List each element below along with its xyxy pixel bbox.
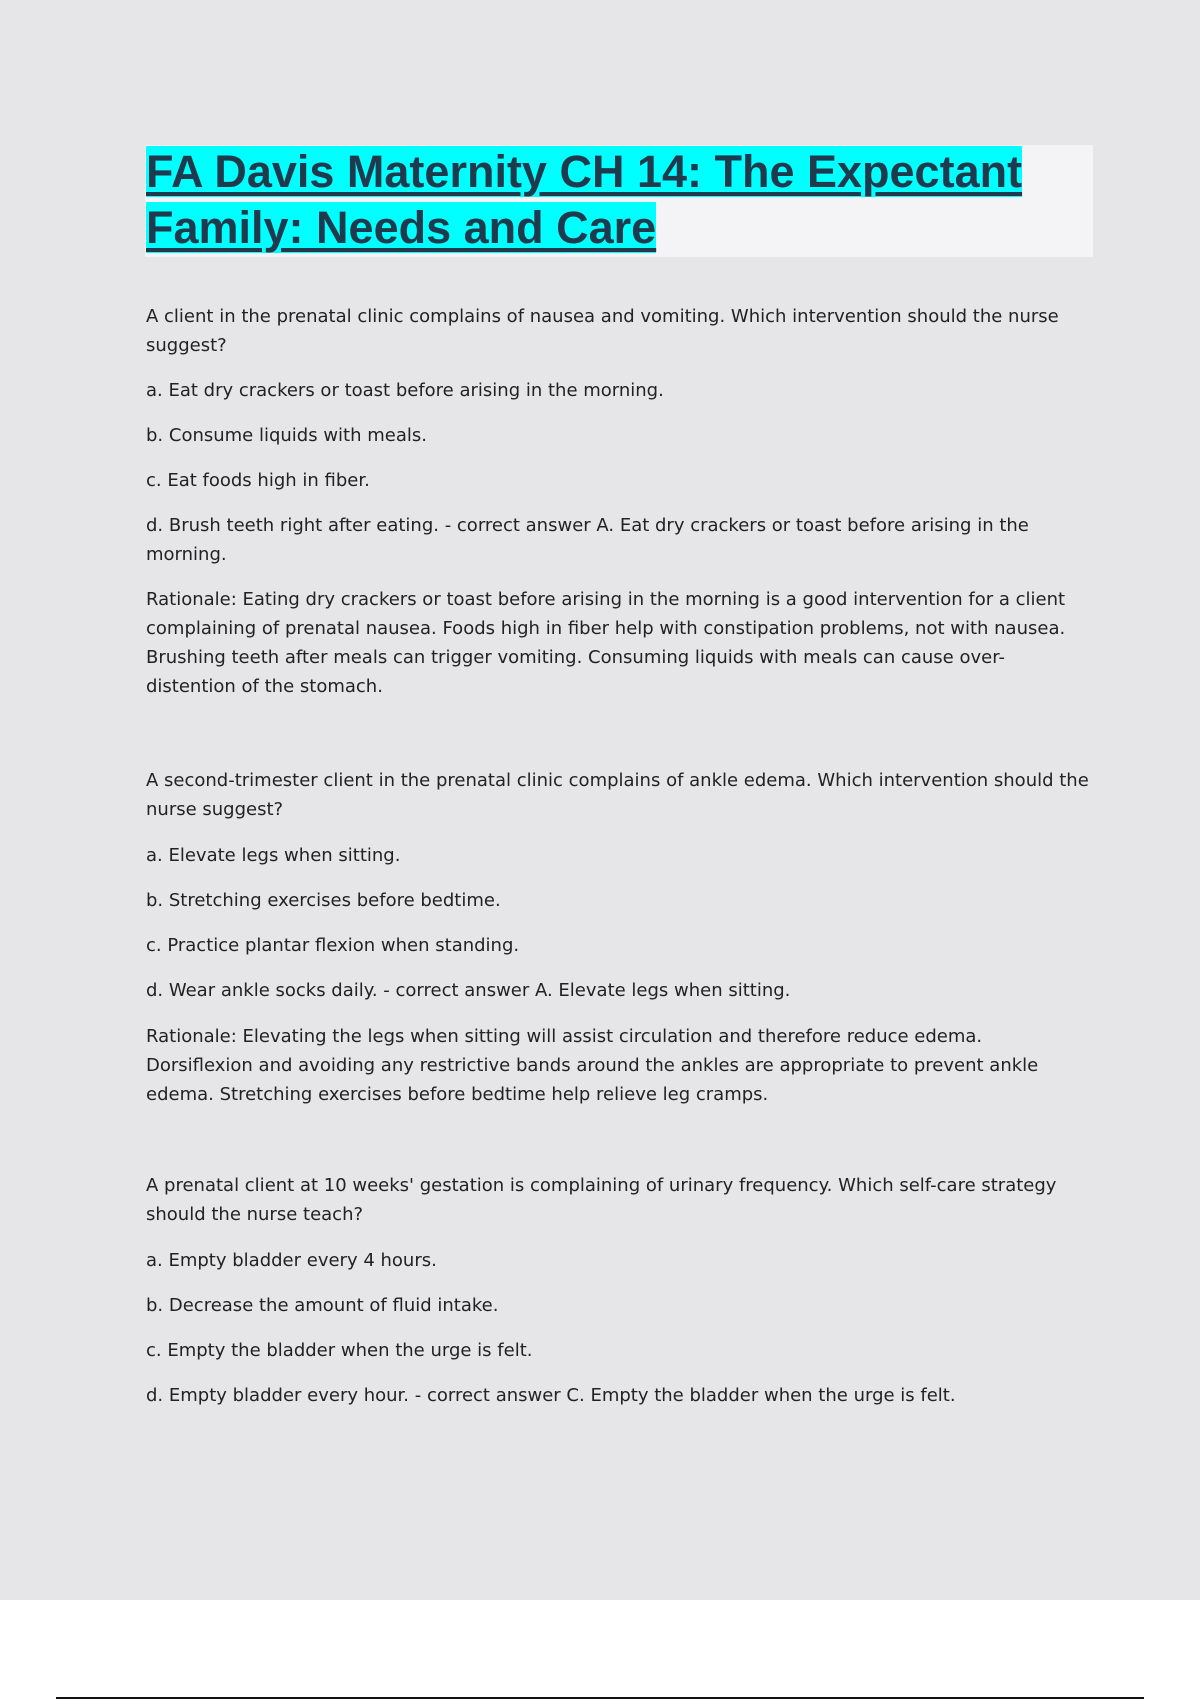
question-2-option-b: b. Stretching exercises before bedtime. bbox=[146, 890, 501, 911]
question-1-option-b: b. Consume liquids with meals. bbox=[146, 425, 427, 446]
question-2-stem: A second-trimester client in the prenatal clinic complains of ankle edema. Which intervention should the nurse suggest? bbox=[146, 770, 1089, 820]
question-2-option-d-answer: d. Wear ankle socks daily. - correct answer A. Elevate legs when sitting. bbox=[146, 980, 791, 1001]
question-2-option-a: a. Elevate legs when sitting. bbox=[146, 845, 401, 866]
question-1-stem: A client in the prenatal clinic complains of nausea and vomiting. Which intervention should the nurse suggest? bbox=[146, 306, 1059, 356]
question-1-option-c: c. Eat foods high in fiber. bbox=[146, 470, 370, 491]
question-1-rationale: Rationale: Eating dry crackers or toast before arising in the morning is a good intervention for a client complaining of prenatal nausea. Foods high in fiber help with constipation problems, not with nausea. Brushing teeth after meals can trigger vomiting. Consuming liquids with meals can cause over-distention of the stomach. bbox=[146, 589, 1066, 697]
question-3-stem: A prenatal client at 10 weeks' gestation is complaining of urinary frequency. Which self-care strategy should the nurse teach? bbox=[146, 1175, 1057, 1225]
question-3-option-c: c. Empty the bladder when the urge is felt. bbox=[146, 1340, 533, 1361]
page-title bbox=[146, 144, 1106, 256]
question-1-option-d-answer: d. Brush teeth right after eating. - correct answer A. Eat dry crackers or toast before arising in the morning. bbox=[146, 515, 1029, 565]
question-3-option-d-answer: d. Empty bladder every hour. - correct answer C. Empty the bladder when the urge is felt. bbox=[146, 1385, 956, 1406]
question-3-option-b: b. Decrease the amount of fluid intake. bbox=[146, 1295, 499, 1316]
question-3-option-a: a. Empty bladder every 4 hours. bbox=[146, 1250, 437, 1271]
question-2-rationale: Rationale: Elevating the legs when sitting will assist circulation and therefore reduce edema. Dorsiflexion and avoiding any restrictive bands around the ankles are appropriate to prevent ankle edema. Stretching exercises before bedtime help relieve leg cramps. bbox=[146, 1026, 1039, 1105]
question-1-option-a: a. Eat dry crackers or toast before arising in the morning. bbox=[146, 380, 664, 401]
question-2-option-c: c. Practice plantar flexion when standing. bbox=[146, 935, 520, 956]
title-highlight: FA Davis Maternity CH 14: The Expectant Family: Needs and Care bbox=[146, 146, 1023, 253]
bottom-divider bbox=[56, 1697, 1144, 1699]
